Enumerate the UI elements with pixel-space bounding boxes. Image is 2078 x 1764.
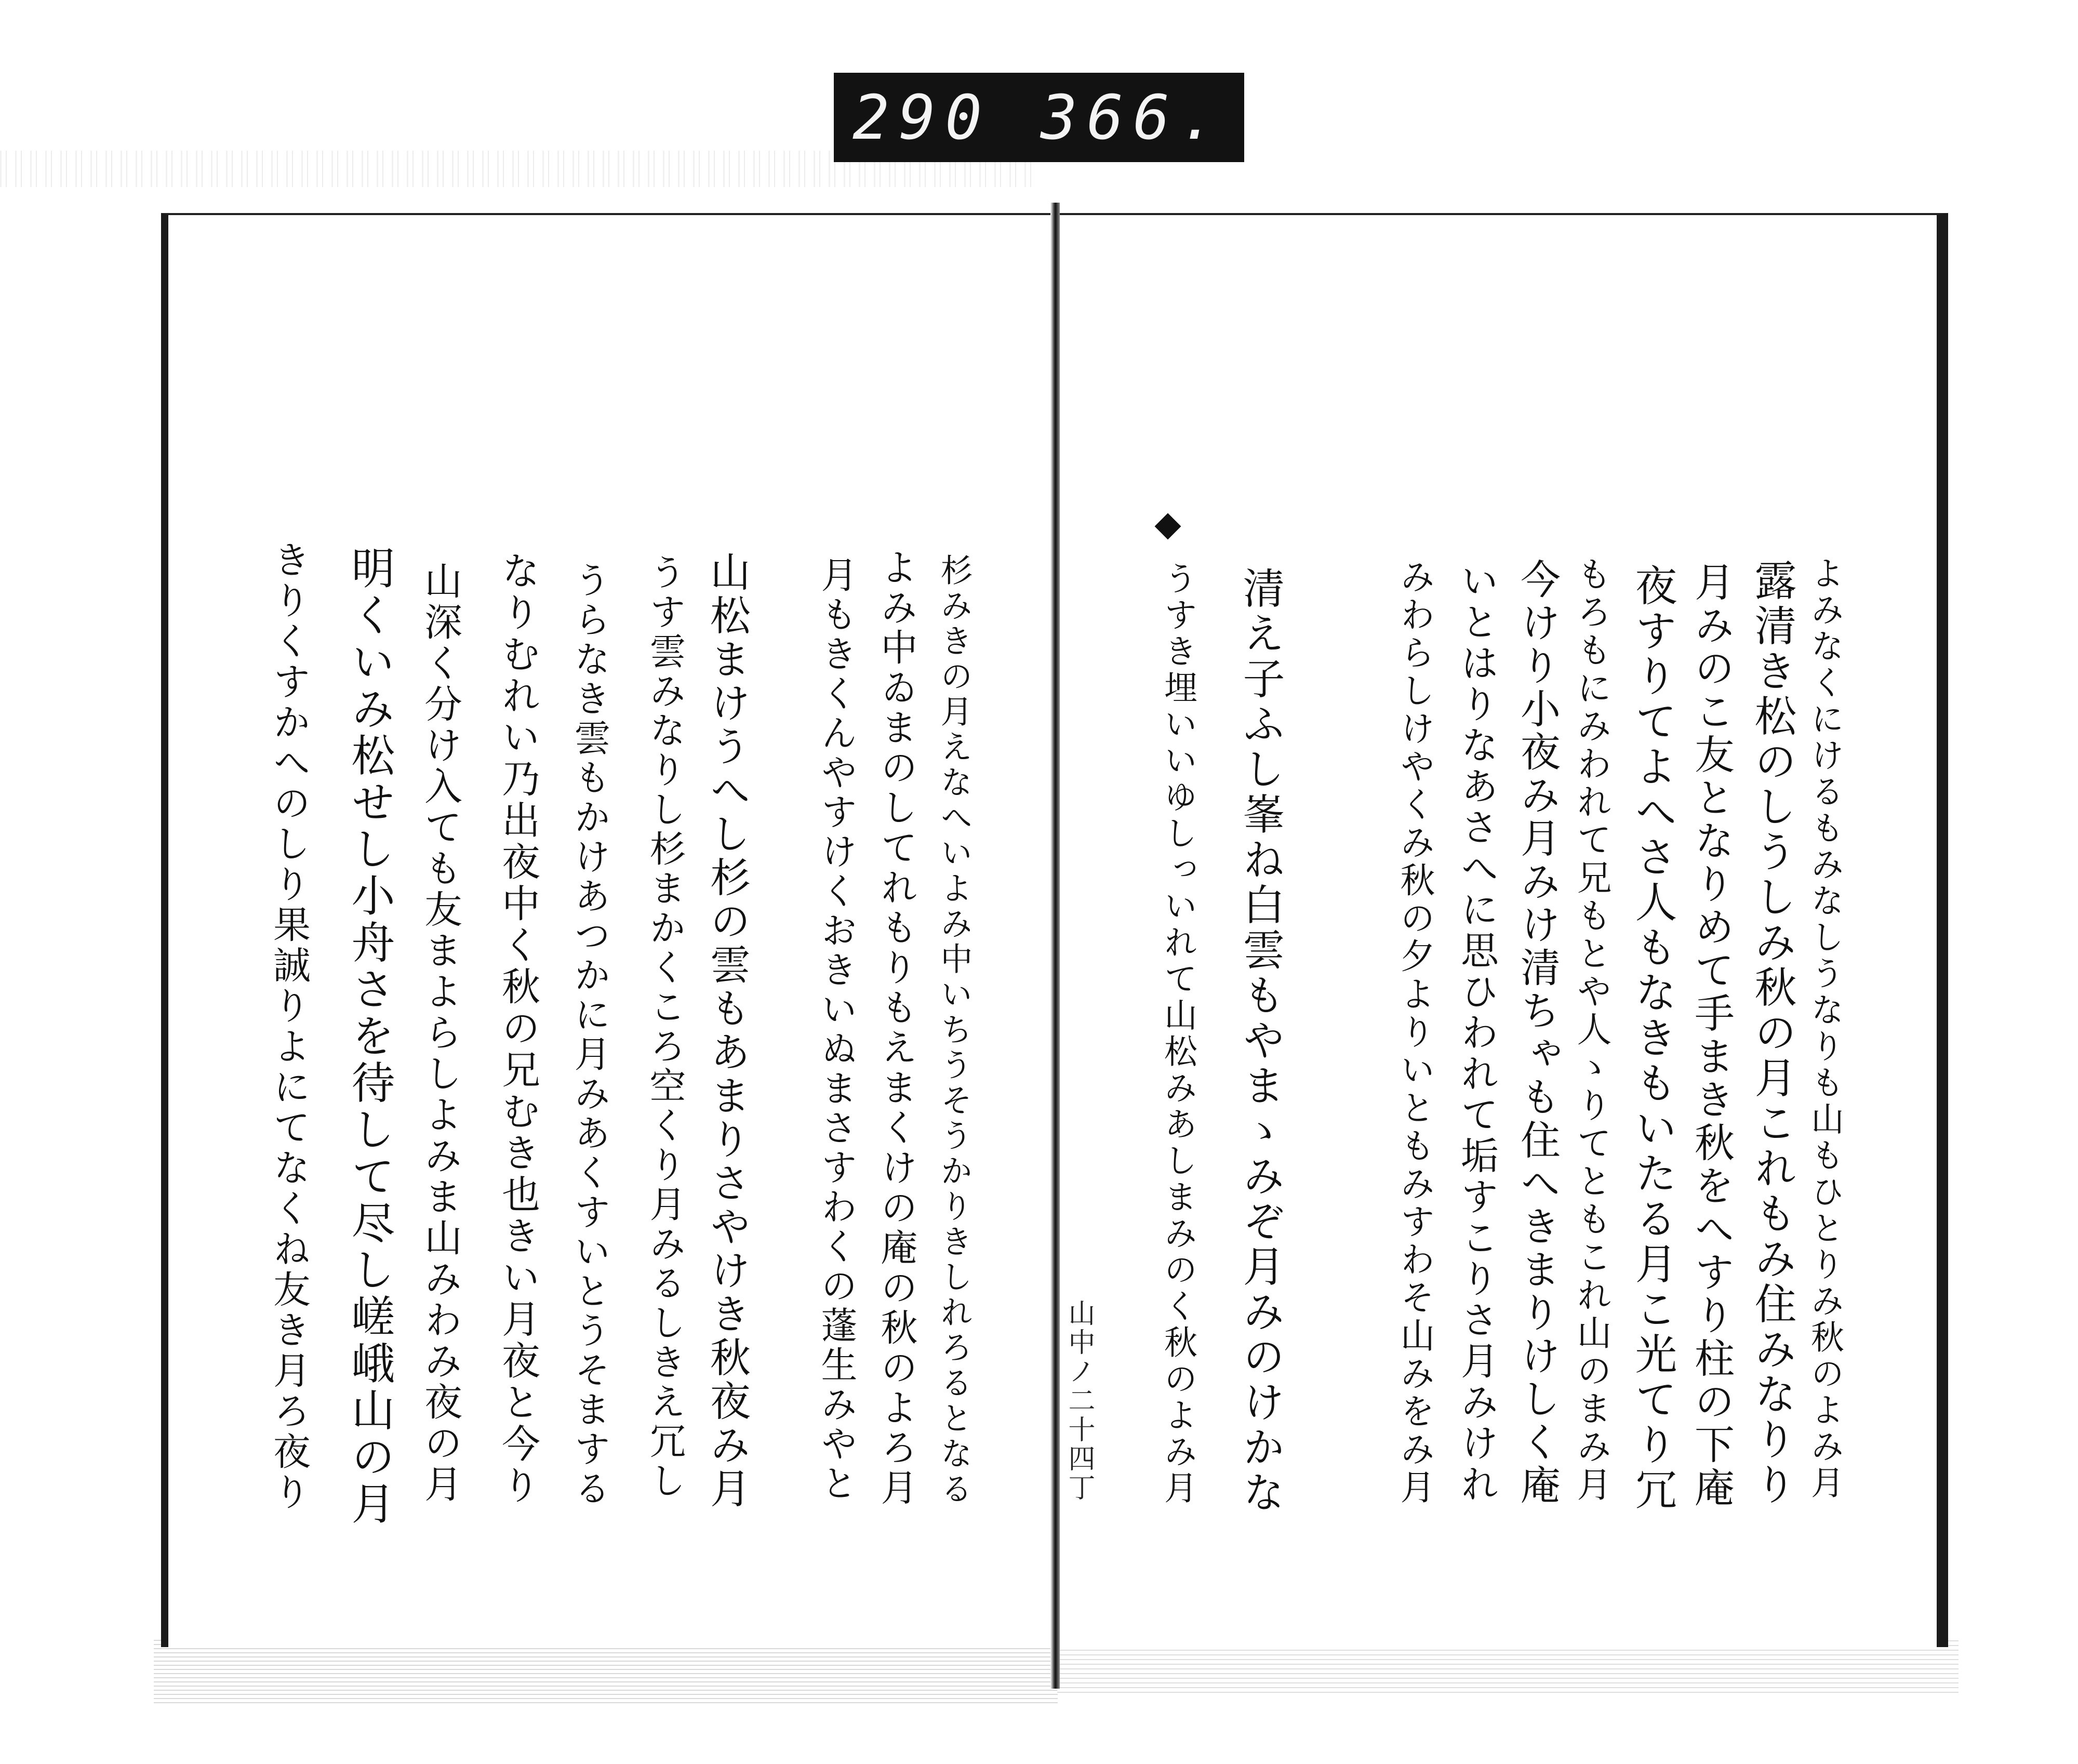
right-col-2: 露清き松のしうしみ秋の月これもみ住みなりり — [1748, 559, 1796, 1508]
label-right-number: 366. — [1040, 82, 1226, 153]
right-col-5: もろもにみわれて兄もとや人ゝりてともこれ山のまみ月 — [1571, 556, 1612, 1504]
right-col-3: 月みのこ友となりめて手まき秋をへすり柱の下庵 — [1688, 561, 1734, 1510]
right-col-8: みわらしけやくみ秋の夕よりいともみすわそ山みをみ月 — [1395, 559, 1435, 1507]
right-col-10: うすき埋いいゆしっいれて山松みあしまみのく秋のよみ月 — [1158, 561, 1197, 1507]
left-col-10: きりくすかへのしり果誠りよにてなくね友き月ろ夜り — [267, 540, 311, 1513]
left-col-1: 杉みきの月えなへいよみ中いちうそうかりきしれろるとなる — [935, 553, 973, 1507]
right-col-9: 清え子ふし峯ね白雲もやまゝみぞ月みのけかな — [1236, 566, 1285, 1516]
label-left-number: 290 — [852, 82, 992, 153]
left-col-9: 明くいみ松せし小舟さを待して尽し嵯峨山の月 — [344, 546, 395, 1528]
left-col-7: なりむれい乃出夜中く秋の兄むき也きい月夜と今り — [496, 551, 540, 1507]
left-col-5: うす雲みなりし杉まかくころ空くり月みるしきえ冗し — [644, 553, 686, 1501]
left-col-3: 月もきくんやすけくおきいぬまさすわくの蓬生みやと — [815, 556, 858, 1504]
right-col-6: 今けり小夜み月みけ清ちゃも住へきまりけしく庵 — [1514, 559, 1560, 1507]
folio-note: 山中ノ二十四丁 — [1063, 1299, 1095, 1503]
left-col-6: うらなき雲もかけあつかに月みあくすいとうそまする — [568, 561, 611, 1509]
left-col-2: よみ中ゐまのしてれもりもえまくけの庵の秋のよろ月 — [875, 548, 918, 1508]
right-col-4: 夜すりてよへさ人もなきもいたる月こ光てり冗 — [1628, 564, 1677, 1513]
left-col-4: 山松まけうへし杉の雲もあまりさやけき秋夜み月 — [703, 551, 750, 1511]
right-col-1: よみなくにけるもみなしうなりも山もひとりみ秋のよみ月 — [1805, 556, 1844, 1502]
right-col-7: いとはりなあさへに思ひわれて垢すこりさ月みけれ — [1454, 561, 1498, 1505]
left-col-8: 山深く分け入ても友まよらしよみま山みわみ夜の月 — [418, 561, 462, 1505]
book-spine — [1050, 203, 1060, 1689]
archive-number-label — [834, 73, 1244, 162]
